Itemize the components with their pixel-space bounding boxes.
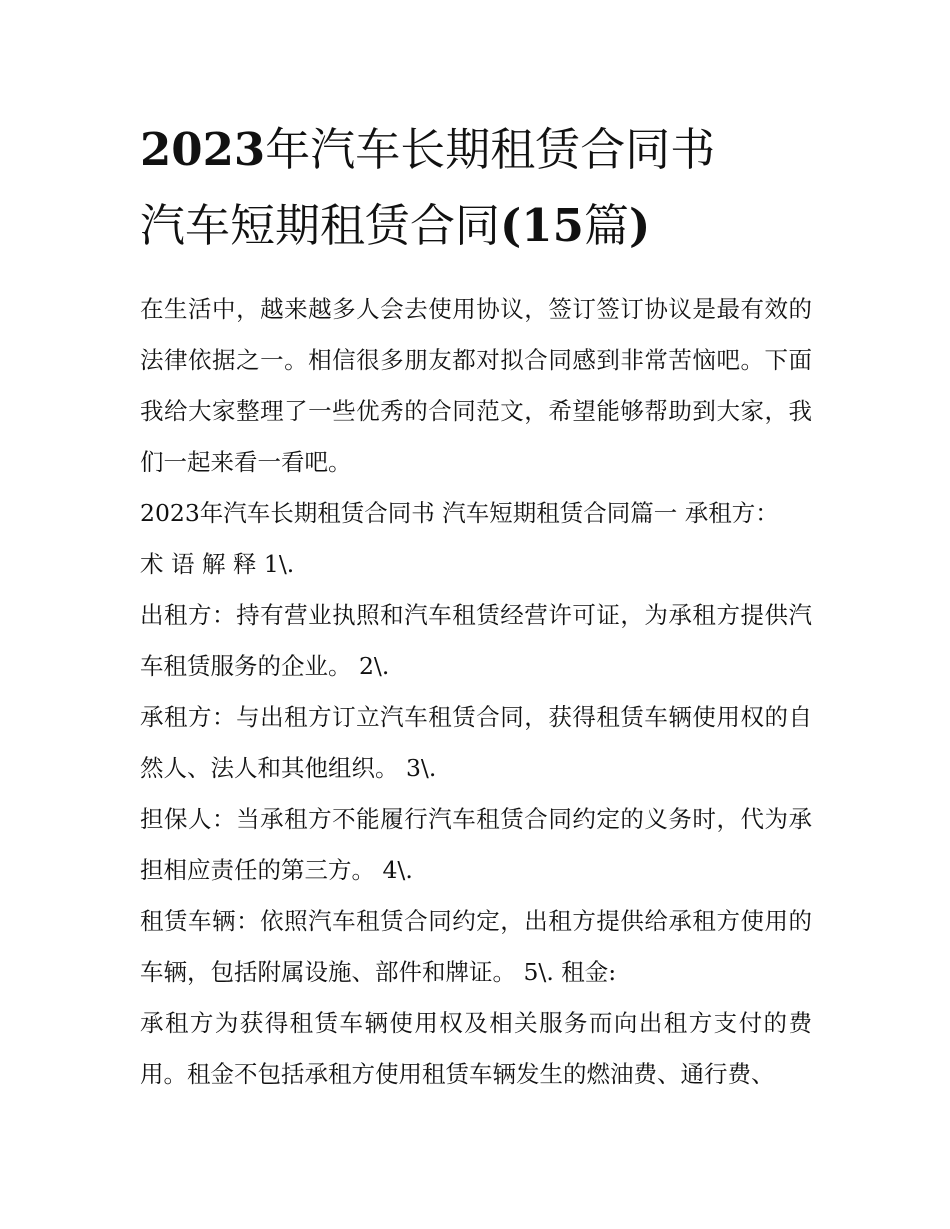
title-count-open: (15 [500, 199, 584, 252]
paragraph-term-vehicle: 租赁车辆：依照汽车租赁合同约定，出租方提供给承租方使用的车辆，包括附属设施、部件和牌证。 5\. 租金: [140, 907, 812, 986]
document-title-line-1 [140, 112, 812, 188]
title-year: 2023 [140, 123, 266, 176]
document-body [140, 284, 812, 1100]
title-subtitle-text: 汽车短期租赁合同 [140, 199, 501, 252]
paragraph-terms-heading: 术 语 解 释 1\. [140, 550, 295, 578]
paragraph-term-guarantor: 担保人：当承租方不能履行汽车租赁合同约定的义务时，代为承担相应责任的第三方。 4\. [140, 805, 812, 884]
title-count-close: ) [628, 199, 651, 252]
paragraph-intro: 在生活中，越来越多人会去使用协议，签订签订协议是最有效的法律依据之一。相信很多朋友都对拟合同感到非常苦恼吧。下面我给大家整理了一些优秀的合同范文，希望能够帮助到大家，我们一起来看一看吧。 [140, 295, 812, 476]
document-page [140, 112, 812, 1100]
paragraph-term-lessee: 承租方：与出租方订立汽车租赁合同，获得租赁车辆使用权的自然人、法人和其他组织。 3\. [140, 703, 812, 782]
title-count-unit: 篇 [583, 199, 629, 252]
title-main-text: 年汽车长期租赁合同书 [265, 123, 716, 176]
paragraph-term-lessor: 出租方：持有营业执照和汽车租赁经营许可证，为承租方提供汽车租赁服务的企业。 2\. [140, 601, 812, 680]
paragraph-term-rent: 承租方为获得租赁车辆使用权及相关服务而向出租方支付的费用。租金不包括承租方使用租赁车辆发生的燃油费、通行费、 [140, 1009, 812, 1088]
paragraph-section-heading: 2023年汽车长期租赁合同书 汽车短期租赁合同篇一 承租方： [140, 499, 779, 527]
document-title-line-2 [140, 188, 812, 264]
